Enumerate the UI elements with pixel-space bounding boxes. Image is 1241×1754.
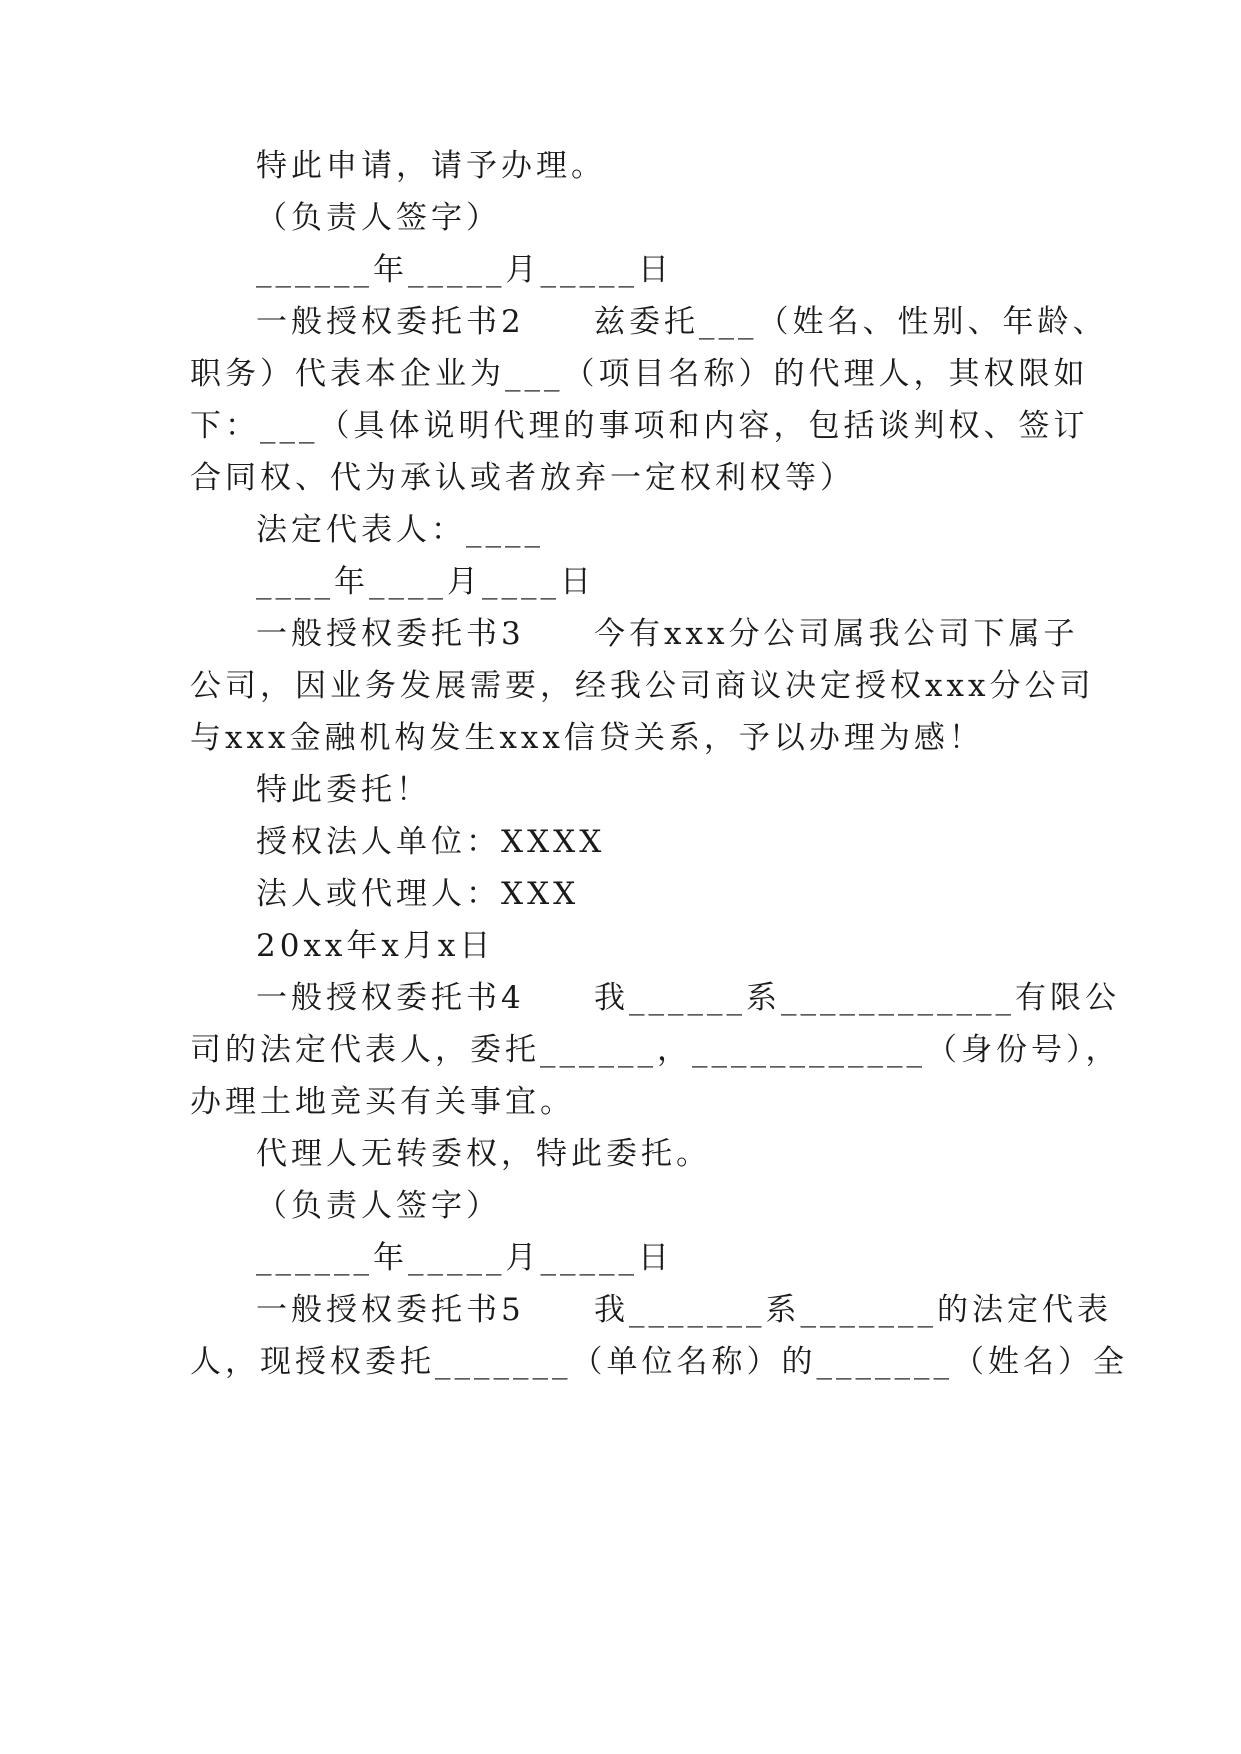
agent-line: 法人或代理人：XXX (256, 876, 580, 912)
date-line: ______年_____月_____日 (256, 252, 673, 288)
paragraph-line: 特此申请，请予办理。 (256, 148, 606, 184)
authorizing-entity-line: 授权法人单位：XXXX (256, 824, 606, 860)
paragraph-line: 办理土地竞买有关事宜。 (190, 1084, 575, 1120)
signature-label: （负责人签字） (256, 200, 501, 236)
paragraph-line: 特此委托！ (256, 772, 431, 808)
paragraph-line: 司的法定代表人，委托______，____________（身份号）， (190, 1032, 1121, 1068)
signature-label: （负责人签字） (256, 1188, 501, 1224)
section-heading-3: 一般授权委托书3 今有xxx分公司属我公司下属子 (256, 616, 1079, 652)
date-line: ______年_____月_____日 (256, 1240, 673, 1276)
paragraph-line: 人，现授权委托_______（单位名称）的_______（姓名）全 (190, 1344, 1128, 1380)
date-line: ____年____月____日 (256, 564, 595, 600)
section-heading-2: 一般授权委托书2 兹委托___（姓名、性别、年龄、 (256, 304, 1108, 340)
section-heading-5: 一般授权委托书5 我_______系_______的法定代表 (256, 1292, 1112, 1328)
paragraph-line: 职务）代表本企业为___（项目名称）的代理人，其权限如 (190, 356, 1089, 392)
paragraph-line: 代理人无转委权，特此委托。 (256, 1136, 711, 1172)
legal-representative-line: 法定代表人：____ (256, 512, 544, 548)
date-line: 20xx年x月x日 (256, 928, 495, 964)
paragraph-line: 合同权、代为承认或者放弃一定权利权等） (190, 460, 855, 496)
paragraph-line: 公司，因业务发展需要，经我公司商议决定授权xxx分公司 (190, 668, 1095, 704)
section-heading-4: 一般授权委托书4 我______系____________有限公 (256, 980, 1120, 1016)
paragraph-line: 下：___（具体说明代理的事项和内容，包括谈判权、签订 (190, 408, 1089, 444)
paragraph-line: 与xxx金融机构发生xxx信贷关系，予以办理为感！ (190, 720, 984, 756)
